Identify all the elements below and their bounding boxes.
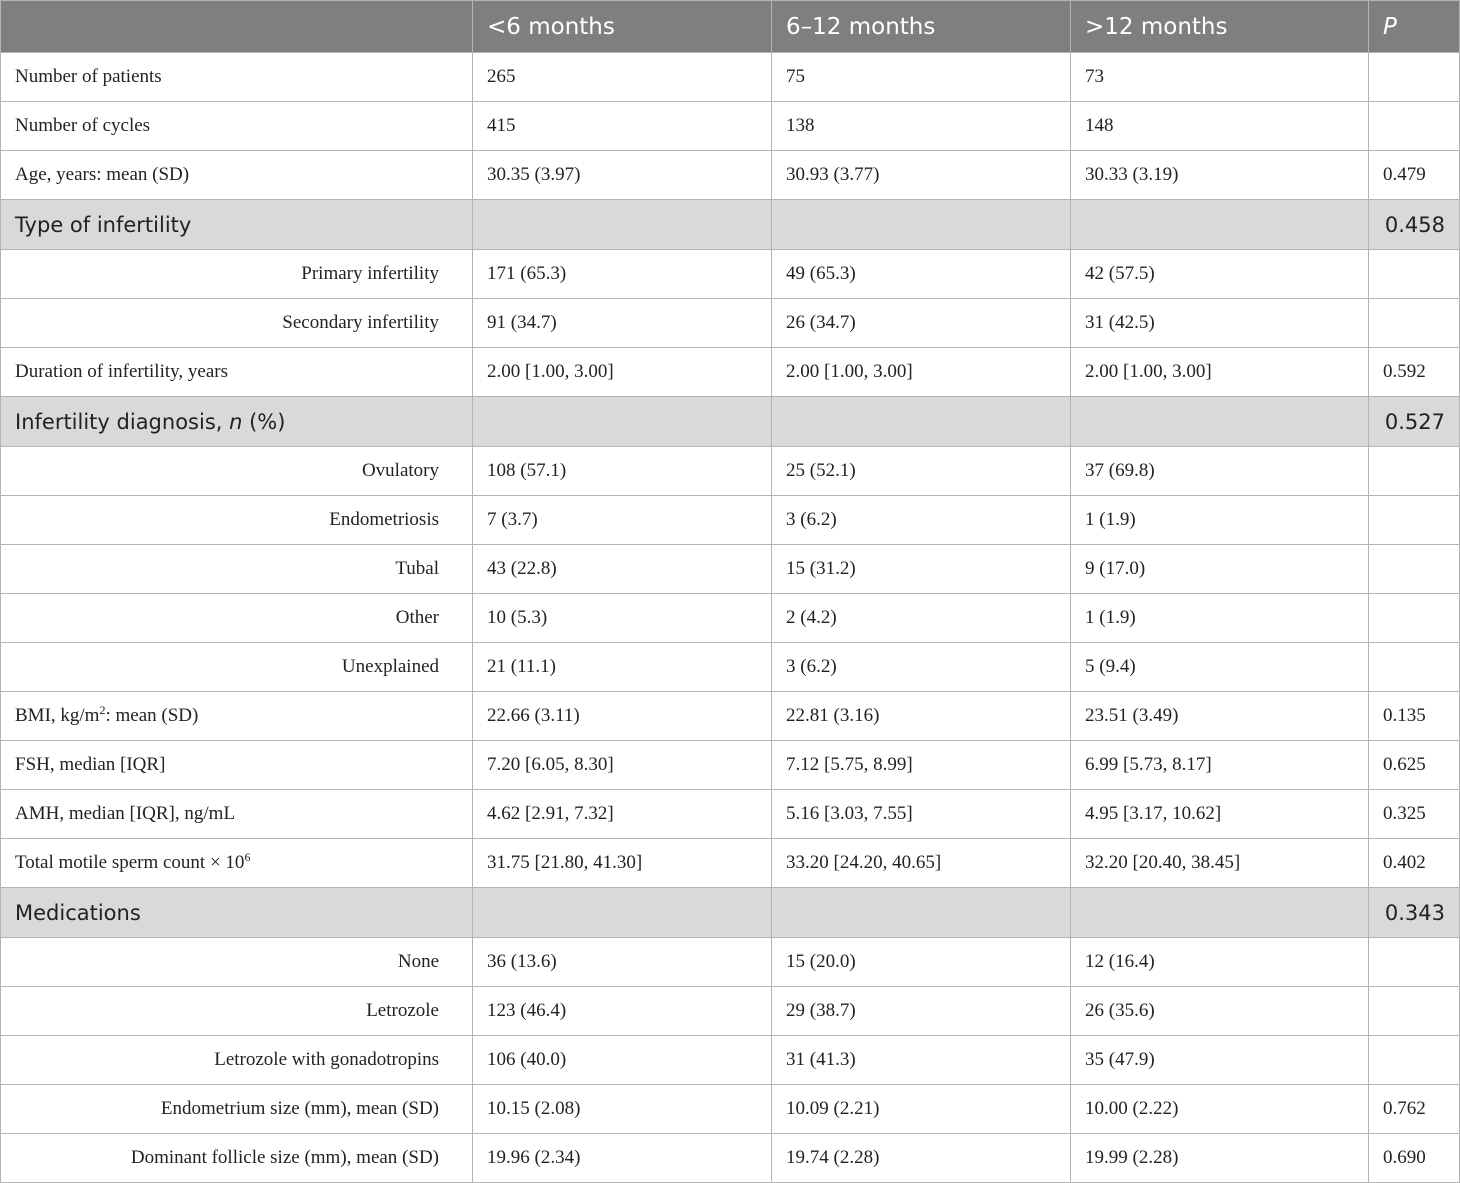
row-label: FSH, median [IQR] <box>1 741 473 790</box>
section-label: Type of infertility <box>1 200 473 250</box>
table-row <box>1 348 1460 397</box>
value-6-12-months: 25 (52.1) <box>772 447 1071 496</box>
value-lt6-months: 36 (13.6) <box>473 938 772 987</box>
section-empty-cell <box>1071 397 1369 447</box>
value-lt6-months: 7 (3.7) <box>473 496 772 545</box>
p-value <box>1369 299 1460 348</box>
table-body <box>1 53 1460 1183</box>
value-lt6-months: 123 (46.4) <box>473 987 772 1036</box>
table-row <box>1 643 1460 692</box>
section-empty-cell <box>1071 200 1369 250</box>
table-row <box>1 447 1460 496</box>
value-gt12-months: 2.00 [1.00, 3.00] <box>1071 348 1369 397</box>
value-6-12-months: 5.16 [3.03, 7.55] <box>772 790 1071 839</box>
value-6-12-months: 22.81 (3.16) <box>772 692 1071 741</box>
value-gt12-months: 23.51 (3.49) <box>1071 692 1369 741</box>
section-empty-cell <box>473 200 772 250</box>
table-row <box>1 102 1460 151</box>
table-row <box>1 299 1460 348</box>
row-label: Secondary infertility <box>1 299 473 348</box>
section-row <box>1 888 1460 938</box>
section-label-italic: n <box>229 409 243 434</box>
table-row <box>1 1085 1460 1134</box>
section-label <box>1 397 473 447</box>
section-empty-cell <box>772 397 1071 447</box>
value-lt6-months: 10.15 (2.08) <box>473 1085 772 1134</box>
row-label: Letrozole with gonadotropins <box>1 1036 473 1085</box>
p-value <box>1369 447 1460 496</box>
value-lt6-months: 19.96 (2.34) <box>473 1134 772 1183</box>
row-label: Primary infertility <box>1 250 473 299</box>
p-value: 0.402 <box>1369 839 1460 888</box>
value-6-12-months: 2 (4.2) <box>772 594 1071 643</box>
row-label-tail: : mean (SD) <box>105 705 199 726</box>
row-label-superscript: 2 <box>99 703 106 717</box>
value-gt12-months: 26 (35.6) <box>1071 987 1369 1036</box>
table-row <box>1 545 1460 594</box>
table-row <box>1 839 1460 888</box>
table-row <box>1 1036 1460 1085</box>
section-empty-cell <box>473 397 772 447</box>
row-label: Duration of infertility, years <box>1 348 473 397</box>
header-lt6-months: <6 months <box>473 1 772 53</box>
section-row <box>1 397 1460 447</box>
header-6-12-months: 6–12 months <box>772 1 1071 53</box>
header-p-value: P <box>1369 1 1460 53</box>
header-row <box>1 1 1460 53</box>
row-label: Endometriosis <box>1 496 473 545</box>
table-row <box>1 938 1460 987</box>
value-lt6-months: 31.75 [21.80, 41.30] <box>473 839 772 888</box>
p-value: 0.479 <box>1369 151 1460 200</box>
p-value: 0.625 <box>1369 741 1460 790</box>
value-6-12-months: 10.09 (2.21) <box>772 1085 1071 1134</box>
value-gt12-months: 37 (69.8) <box>1071 447 1369 496</box>
value-gt12-months: 4.95 [3.17, 10.62] <box>1071 790 1369 839</box>
row-label: Dominant follicle size (mm), mean (SD) <box>1 1134 473 1183</box>
row-label: Other <box>1 594 473 643</box>
row-label: AMH, median [IQR], ng/mL <box>1 790 473 839</box>
row-label <box>1 692 473 741</box>
value-6-12-months: 75 <box>772 53 1071 102</box>
value-6-12-months: 49 (65.3) <box>772 250 1071 299</box>
p-value <box>1369 496 1460 545</box>
table-row <box>1 151 1460 200</box>
value-lt6-months: 7.20 [6.05, 8.30] <box>473 741 772 790</box>
value-gt12-months: 30.33 (3.19) <box>1071 151 1369 200</box>
p-value: 0.325 <box>1369 790 1460 839</box>
value-gt12-months: 10.00 (2.22) <box>1071 1085 1369 1134</box>
row-label: Ovulatory <box>1 447 473 496</box>
table-row <box>1 250 1460 299</box>
p-value <box>1369 545 1460 594</box>
row-label: Unexplained <box>1 643 473 692</box>
value-gt12-months: 12 (16.4) <box>1071 938 1369 987</box>
section-p-value: 0.343 <box>1369 888 1460 938</box>
value-gt12-months: 148 <box>1071 102 1369 151</box>
section-empty-cell <box>1071 888 1369 938</box>
p-value <box>1369 250 1460 299</box>
value-6-12-months: 15 (20.0) <box>772 938 1071 987</box>
value-6-12-months: 3 (6.2) <box>772 643 1071 692</box>
value-gt12-months: 1 (1.9) <box>1071 496 1369 545</box>
value-6-12-months: 7.12 [5.75, 8.99] <box>772 741 1071 790</box>
value-lt6-months: 4.62 [2.91, 7.32] <box>473 790 772 839</box>
p-value: 0.690 <box>1369 1134 1460 1183</box>
value-gt12-months: 6.99 [5.73, 8.17] <box>1071 741 1369 790</box>
value-gt12-months: 35 (47.9) <box>1071 1036 1369 1085</box>
table-row <box>1 53 1460 102</box>
table-row <box>1 1134 1460 1183</box>
section-label: Medications <box>1 888 473 938</box>
p-value <box>1369 643 1460 692</box>
p-value <box>1369 938 1460 987</box>
value-lt6-months: 265 <box>473 53 772 102</box>
value-6-12-months: 29 (38.7) <box>772 987 1071 1036</box>
row-label-superscript: 6 <box>244 850 251 864</box>
section-p-value: 0.527 <box>1369 397 1460 447</box>
value-lt6-months: 21 (11.1) <box>473 643 772 692</box>
value-gt12-months: 42 (57.5) <box>1071 250 1369 299</box>
row-label: Number of cycles <box>1 102 473 151</box>
value-lt6-months: 106 (40.0) <box>473 1036 772 1085</box>
table-row <box>1 692 1460 741</box>
p-value <box>1369 1036 1460 1085</box>
value-6-12-months: 30.93 (3.77) <box>772 151 1071 200</box>
table-header <box>1 1 1460 53</box>
value-gt12-months: 5 (9.4) <box>1071 643 1369 692</box>
value-6-12-months: 33.20 [24.20, 40.65] <box>772 839 1071 888</box>
value-gt12-months: 73 <box>1071 53 1369 102</box>
table-row <box>1 594 1460 643</box>
section-empty-cell <box>772 200 1071 250</box>
p-value <box>1369 594 1460 643</box>
section-empty-cell <box>473 888 772 938</box>
section-label-tail: (%) <box>242 409 286 434</box>
value-lt6-months: 2.00 [1.00, 3.00] <box>473 348 772 397</box>
table-row <box>1 987 1460 1036</box>
value-gt12-months: 32.20 [20.40, 38.45] <box>1071 839 1369 888</box>
value-lt6-months: 91 (34.7) <box>473 299 772 348</box>
value-lt6-months: 43 (22.8) <box>473 545 772 594</box>
value-lt6-months: 171 (65.3) <box>473 250 772 299</box>
value-6-12-months: 26 (34.7) <box>772 299 1071 348</box>
table-row <box>1 790 1460 839</box>
value-6-12-months: 19.74 (2.28) <box>772 1134 1071 1183</box>
value-6-12-months: 138 <box>772 102 1071 151</box>
section-empty-cell <box>772 888 1071 938</box>
value-lt6-months: 108 (57.1) <box>473 447 772 496</box>
value-6-12-months: 15 (31.2) <box>772 545 1071 594</box>
row-label: Number of patients <box>1 53 473 102</box>
value-gt12-months: 9 (17.0) <box>1071 545 1369 594</box>
row-label: None <box>1 938 473 987</box>
value-lt6-months: 10 (5.3) <box>473 594 772 643</box>
value-gt12-months: 1 (1.9) <box>1071 594 1369 643</box>
value-lt6-months: 415 <box>473 102 772 151</box>
value-6-12-months: 2.00 [1.00, 3.00] <box>772 348 1071 397</box>
p-value: 0.762 <box>1369 1085 1460 1134</box>
row-label: Tubal <box>1 545 473 594</box>
value-gt12-months: 31 (42.5) <box>1071 299 1369 348</box>
value-lt6-months: 22.66 (3.11) <box>473 692 772 741</box>
table-row <box>1 741 1460 790</box>
row-label: Letrozole <box>1 987 473 1036</box>
row-label <box>1 839 473 888</box>
row-label-text: BMI, kg/m <box>15 705 100 726</box>
section-row <box>1 200 1460 250</box>
section-p-value: 0.458 <box>1369 200 1460 250</box>
header-label-cell <box>1 1 473 53</box>
p-value: 0.592 <box>1369 348 1460 397</box>
p-value <box>1369 102 1460 151</box>
row-label: Endometrium size (mm), mean (SD) <box>1 1085 473 1134</box>
header-gt12-months: >12 months <box>1071 1 1369 53</box>
row-label: Age, years: mean (SD) <box>1 151 473 200</box>
p-value: 0.135 <box>1369 692 1460 741</box>
section-label-text: Infertility diagnosis, <box>15 409 230 434</box>
value-6-12-months: 31 (41.3) <box>772 1036 1071 1085</box>
value-lt6-months: 30.35 (3.97) <box>473 151 772 200</box>
p-value <box>1369 987 1460 1036</box>
row-label-text: Total motile sperm count × 10 <box>15 852 245 873</box>
value-6-12-months: 3 (6.2) <box>772 496 1071 545</box>
p-value <box>1369 53 1460 102</box>
value-gt12-months: 19.99 (2.28) <box>1071 1134 1369 1183</box>
table-row <box>1 496 1460 545</box>
